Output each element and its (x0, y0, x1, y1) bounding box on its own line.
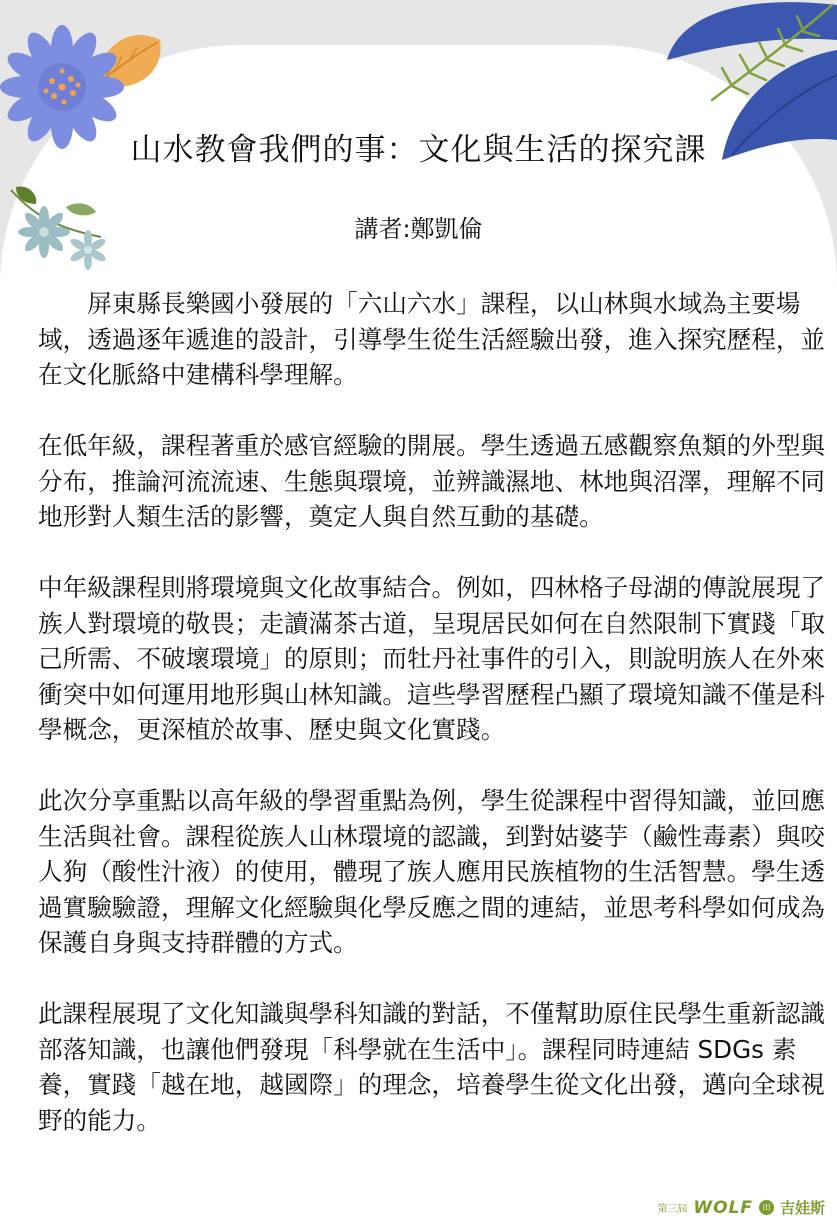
brand-badge-icon: 田 (759, 1200, 774, 1215)
paragraph-upper-grades: 此次分享重點以高年級的學習重點為例，學生從課程中習得知識，並回應生活與社會。課程從族人山林環境的認識，到對姑婆芋（鹼性毒素）與咬人狗（酸性汁液）的使用，體現了族人應用民族植物的生活智慧。學生透過實驗驗證，理解文化經驗與化學反應之間的連結，並思考科學如何成為保護自身與支持群體的方式。 (38, 786, 826, 957)
paragraph-conclusion: 此課程展現了文化知識與學科知識的對話，不僅幫助原住民學生重新認識部落知識，也讓他們發現「科學就在生活中」。課程同時連結 SDGs 素養，實踐「越在地，越國際」的理念，培養學生從文化出發，邁向全球視野的能力。 (38, 999, 826, 1135)
paragraph-lower-grades: 在低年級，課程著重於感官經驗的開展。學生透過五感觀察魚類的外型與分布，推論河流流速、生態與環境，並辨識濕地、林地與沼澤，理解不同地形對人類生活的影響，奠定人與自然互動的基礎。 (38, 431, 826, 531)
brand-name: 吉娃斯 (779, 1199, 825, 1217)
article-body (38, 286, 828, 1174)
paragraph-middle-grades: 中年級課程則將環境與文化故事結合。例如，四林格子母湖的傳說展現了族人對環境的敬畏；走讀滿茶古道，呈現居民如何在自然限制下實踐「取己所需、不破壞環境」的原則；而牡丹社事件的引入，則說明族人在外來衝突中如何運用地形與山林知識。這些學習歷程凸顯了環境知識不僅是科學概念，更深植於故事、歷史與文化實踐。 (38, 573, 826, 744)
brand-wolf: WOLF (693, 1197, 753, 1218)
paragraph-intro: 屏東縣長樂國小發展的「六山六水」課程，以山林與水域為主要場域，透過逐年遞進的設計，引導學生從生活經驗出發，進入探究歷程，並在文化脈絡中建構科學理解。 (38, 289, 826, 389)
brand-logo (657, 1197, 825, 1218)
speaker-line: 講者:鄭凱倫 (354, 215, 483, 243)
brand-edition: 第三屆 (657, 1204, 688, 1215)
page-title: 山水教會我們的事：文化與生活的探究課 (130, 132, 707, 168)
